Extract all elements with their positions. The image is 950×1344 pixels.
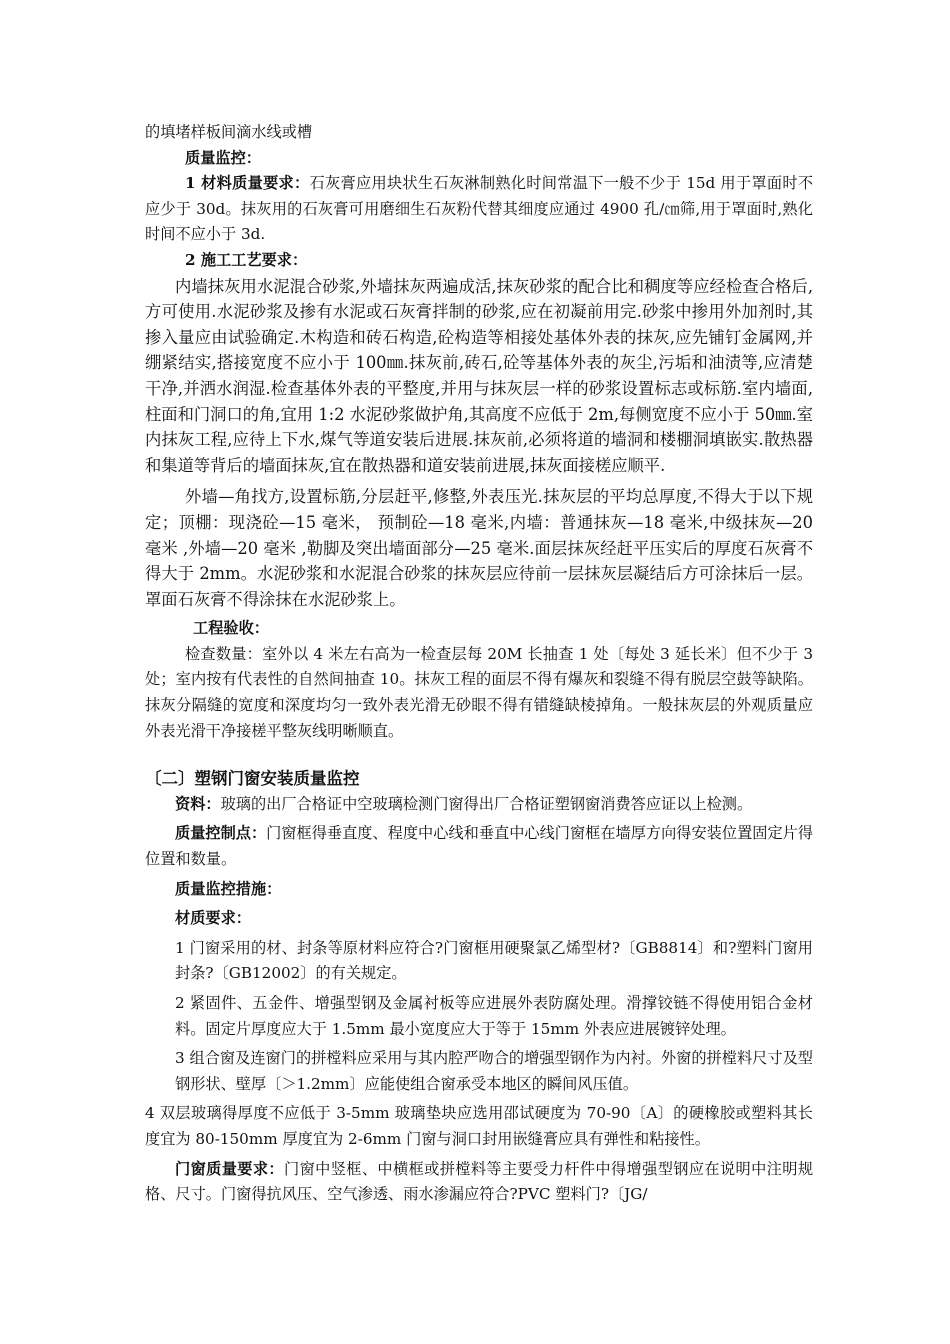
control-points-paragraph: [145, 821, 813, 872]
continuation-line: 的填堵样板间滴水线或槽: [145, 123, 313, 141]
acceptance-heading: 工程验收：: [193, 619, 269, 638]
material-item-1: 1 门窗采用的材、封条等原材料应符合?门窗框用硬聚氯乙烯型材?〔GB8814〕和?塑料门窗用封条?〔GB12002〕的有关规定。: [175, 938, 813, 983]
interior-plaster-paragraph: 内墙抹灰用水泥混合砂浆,外墙抹灰两遍成活,抹灰砂浆的配合比和稠度等应经检查合格后,方可使用.水泥砂浆及掺有水泥或石灰膏拌制的砂浆,应在初凝前用完.砂浆中掺用外加剂时,其掺入量应由试验确定.木构造和砖石构造,砼构造等相接处基体外表的抹灰,应先铺钉金属网,并绷紧结实,搭接宽度不应小于 100㎜.抹灰前,砖石,砼等基体外表的灰尘,污垢和油渍等,应清楚干净,并洒水润湿.检查基体外表的平整度,并用与抹灰层一样的砂浆设置标志或标筋.室内墙面,柱面和门洞口的角,宜用 1:2 水泥砂浆做护角,其高度不应低于 2m,每侧宽度不应小于 50㎜.室内抹灰工程,应待上下水,煤气等道安装后进展.抹灰前,必须将道的墙洞和楼棚洞填嵌实.散热器和集道等背后的墙面抹灰,宜在散热器和道安装前进展,抹灰面接槎应顺平.: [145, 276, 813, 475]
door-window-quality-text: 门窗中竖框、中横框或拼樘料等主要受力杆件中得增强型钢应在说明中注明规格、尺寸。门窗得抗风压、空气渗透、雨水渗漏应符合?PVC 塑料门?〔JG/: [145, 1159, 814, 1204]
monitoring-measures-heading: 质量监控措施：: [175, 879, 282, 898]
door-window-quality-paragraph: [145, 1157, 813, 1208]
material-requirements-text: 石灰膏应用块状生石灰淋制熟化时间常温下一般不少于 15d 用于罩面时不应少于 30d。抹灰用的石灰膏可用磨细生石灰粉代替其细度应通过 4900 孔/㎝筛,用于罩面时,熟化时间不应小于 3d.: [145, 174, 814, 244]
control-points-label: 质量控制点：: [175, 824, 267, 843]
document-body: [145, 120, 813, 1208]
material-item-4: 4 双层玻璃得厚度不应低于 3-5mm 玻璃垫块应选用邵试硬度为 70-90〔A〕的硬橡胶或塑料其长度宜为 80-150mm 厚度宜为 2-6mm 门窗与洞口封用嵌缝膏应具有弹性和粘接性。: [145, 1104, 813, 1148]
control-points-text: 门窗框得垂直度、程度中心线和垂直中心线门窗框在墙厚方向得安装位置固定片得位置和数量。: [145, 824, 814, 869]
material-item-2: 2 紧固件、五金件、增强型钢及金属衬板等应进展外表防腐处理。滑撑铰链不得使用铝合金材料。固定片厚度应大于 1.5mm 最小宽度应大于等于 15mm 外表应进展镀锌处理。: [175, 994, 813, 1038]
material-item-3: 3 组合窗及连窗门的拼樘料应采用与其内腔严吻合的增强型钢作为内衬。外窗的拼樘料尺寸及型钢形状、壁厚〔＞1.2mm〕应能使组合窗承受本地区的瞬间风压值。: [175, 1049, 813, 1093]
material-requirements-label: 1 材料质量要求：: [185, 174, 310, 193]
material-spec-heading: 材质要求：: [175, 909, 251, 928]
door-window-quality-label: 门窗质量要求：: [175, 1159, 284, 1178]
documents-paragraph: [145, 792, 813, 818]
acceptance-paragraph: 检查数量：室外以 4 米左右高为一检查层每 20M 长抽查 1 处〔每处 3 延长米〕但不少于 3 处；室内按有代表性的自然间抽查 10。抹灰工程的面层不得有爆灰和裂缝不得有脱层空鼓等缺陷。抹灰分隔缝的宽度和深度均匀一致外表光滑无砂眼不得有错缝缺棱掉角。一般抹灰层的外观质量应外表光滑干净接槎平整灰线明晰顺直。: [145, 644, 813, 740]
construction-process-heading: 2 施工工艺要求：: [185, 250, 308, 269]
material-requirements-paragraph: [145, 171, 813, 248]
documents-label: 资料：: [175, 794, 221, 813]
exterior-plaster-paragraph: 外墙—角找方,设置标筋,分层赶平,修整,外表压光.抹灰层的平均总厚度,不得大于以下规定；顶棚：现浇砼—15 毫米， 预制砼—18 毫米,内墙：普通抹灰—18 毫米,中级抹灰—20 毫米 ,外墙—20 毫米 ,勒脚及突出墙面部分—25 毫米.面层抹灰经赶平压实后的厚度石灰膏不得大于 2mm。水泥砂浆和水泥混合砂浆的抹灰层应待前一层抹灰层凝结后方可涂抹后一层。罩面石灰膏不得涂抹在水泥砂浆上。: [145, 487, 813, 609]
section-heading-pvc-windows: 〔二〕塑钢门窗安装质量监控: [145, 769, 360, 789]
documents-text: 玻璃的出厂合格证中空玻璃检测门窗得出厂合格证塑钢窗消费答应证以上检测。: [220, 794, 753, 813]
quality-monitoring-heading: 质量监控：: [185, 148, 261, 167]
